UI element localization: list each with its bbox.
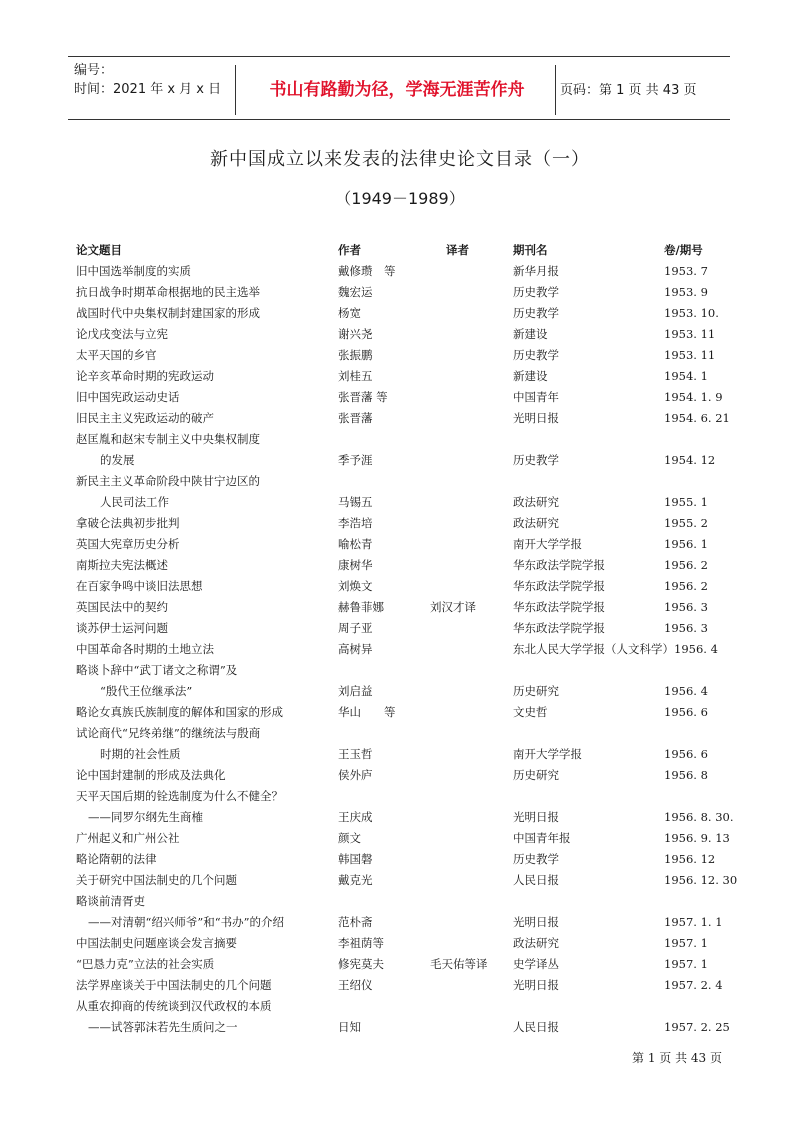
table-row [0, 765, 800, 786]
article-date: 1956. 4 [664, 684, 708, 698]
article-author: 修宪莫夫 [338, 957, 384, 971]
article-author: 侯外庐 [338, 768, 373, 782]
article-translator: 刘汉才译 [430, 600, 476, 614]
article-title: 抗日战争时期革命根据地的民主选举 [76, 285, 260, 299]
article-title: 论戊戌变法与立宪 [76, 327, 168, 341]
article-title: 旧中国宪政运动史话 [76, 390, 180, 404]
table-row [0, 324, 800, 345]
article-journal: 政法研究 [513, 516, 559, 530]
article-title: 中国革命各时期的土地立法 [76, 642, 214, 656]
article-journal: 光明日报 [513, 411, 559, 425]
article-author: 张振鹏 [338, 348, 373, 362]
table-row [0, 513, 800, 534]
article-date: 1955. 2 [664, 516, 708, 530]
article-title: 太平天国的乡官 [76, 348, 157, 362]
table-row [0, 618, 800, 639]
article-author: 张晋藩 [338, 411, 373, 425]
table-row [0, 912, 800, 933]
column-header-author: 作者 [338, 243, 361, 257]
article-journal: 历史研究 [513, 768, 559, 782]
article-title: 时期的社会性质 [100, 747, 181, 761]
column-header-date: 卷/期号 [664, 243, 703, 257]
article-journal: 政法研究 [513, 936, 559, 950]
article-journal: 历史教学 [513, 453, 559, 467]
column-header-translator: 译者 [446, 243, 469, 257]
article-table [0, 240, 800, 1038]
article-journal: 历史教学 [513, 348, 559, 362]
article-journal: 华东政法学院学报 [513, 579, 605, 593]
header-page-label: 页码：第 1 页 共 43 页 [560, 83, 697, 98]
article-title: 战国时代中央集权制封建国家的形成 [76, 306, 260, 320]
article-title: 旧民主主义宪政运动的破产 [76, 411, 214, 425]
article-author: 戴修瓒 等 [338, 264, 396, 278]
article-date: 1954. 1 [664, 369, 708, 383]
article-title: 关于研究中国法制史的几个问题 [76, 873, 237, 887]
document-number-label: 编号： [74, 63, 114, 78]
article-author: 刘桂五 [338, 369, 373, 383]
article-author: 日知 [338, 1020, 361, 1034]
article-date: 1956. 1 [664, 537, 708, 551]
article-date: 1957. 1 [664, 936, 708, 950]
article-date: 1956. 8 [664, 768, 708, 782]
article-author: 王绍仪 [338, 978, 373, 992]
article-title: 从重农抑商的传统谈到汉代政权的本质 [76, 999, 272, 1013]
article-title: 论辛亥革命时期的宪政运动 [76, 369, 214, 383]
article-author: 赫鲁菲娜 [338, 600, 384, 614]
article-date: 1953. 7 [664, 264, 708, 278]
article-date: 1956. 12 [664, 852, 716, 866]
article-author: 华山 等 [338, 705, 396, 719]
article-author: 王庆成 [338, 810, 373, 824]
table-row [0, 471, 800, 492]
article-title: 谈苏伊士运河问题 [76, 621, 168, 635]
article-title: 人民司法工作 [100, 495, 169, 509]
page-header [68, 56, 730, 120]
article-date: 1954. 6. 21 [664, 411, 730, 425]
header-divider [235, 65, 236, 115]
article-title: 拿破仑法典初步批判 [76, 516, 180, 530]
article-author: 李浩培 [338, 516, 373, 530]
table-row [0, 996, 800, 1017]
article-title: 南斯拉夫宪法概述 [76, 558, 168, 572]
article-journal: 历史教学 [513, 852, 559, 866]
table-row [0, 828, 800, 849]
article-date: 1956. 9. 13 [664, 831, 730, 845]
article-author: 张晋藩 等 [338, 390, 388, 404]
article-title: 论中国封建制的形成及法典化 [76, 768, 226, 782]
article-journal: 中国青年 [513, 390, 559, 404]
article-date: 1956. 2 [664, 579, 708, 593]
article-author: 戴克光 [338, 873, 373, 887]
article-journal: 华东政法学院学报 [513, 600, 605, 614]
article-journal: 华东政法学院学报 [513, 621, 605, 635]
table-row [0, 891, 800, 912]
article-author: 刘焕文 [338, 579, 373, 593]
column-header-title: 论文题目 [76, 243, 122, 257]
article-journal: 新华月报 [513, 264, 559, 278]
table-row [0, 408, 800, 429]
article-title: 在百家争鸣中谈旧法思想 [76, 579, 203, 593]
article-title: 略论女真族氏族制度的解体和国家的形成 [76, 705, 283, 719]
table-row [0, 954, 800, 975]
article-title: 略谈前清胥吏 [76, 894, 145, 908]
table-row [0, 282, 800, 303]
article-date: 1956. 8. 30. [664, 810, 734, 824]
article-journal: 政法研究 [513, 495, 559, 509]
article-author: 喻松青 [338, 537, 373, 551]
document-title: 新中国成立以来发表的法律史论文目录（一） [210, 149, 590, 170]
header-motto: 书山有路勤为径，学海无涯苦作舟 [269, 80, 525, 100]
page-footer: 第 1 页 共 43 页 [632, 1051, 722, 1065]
article-author: 魏宏运 [338, 285, 373, 299]
article-date: 1955. 1 [664, 495, 708, 509]
article-author: 李祖荫等 [338, 936, 384, 950]
article-title: 广州起义和广州公社 [76, 831, 180, 845]
article-journal: 历史研究 [513, 684, 559, 698]
article-journal: 光明日报 [513, 978, 559, 992]
article-title: 英国大宪章历史分析 [76, 537, 180, 551]
article-journal: 新建设 [513, 369, 548, 383]
article-title: 试论商代“兄终弟继”的继统法与殷商 [76, 726, 261, 740]
article-author: 范朴斋 [338, 915, 373, 929]
table-row [0, 555, 800, 576]
article-title: ——对清朝“绍兴师爷”和“书办”的介绍 [88, 915, 285, 929]
article-title: 天平天国后期的铨选制度为什么不健全？ [76, 789, 283, 803]
article-date: 1953. 11 [664, 348, 716, 362]
table-row [0, 870, 800, 891]
table-row [0, 702, 800, 723]
article-author: 颜文 [338, 831, 361, 845]
table-row [0, 345, 800, 366]
table-row [0, 534, 800, 555]
table-row [0, 492, 800, 513]
table-row [0, 660, 800, 681]
article-journal: 光明日报 [513, 810, 559, 824]
article-title: 旧中国选举制度的实质 [76, 264, 191, 278]
article-date: 1953. 9 [664, 285, 708, 299]
article-date: 1957. 2. 25 [664, 1020, 730, 1034]
article-date: 1956. 6 [664, 705, 708, 719]
article-title: 的发展 [100, 453, 135, 467]
article-journal: 南开大学学报 [513, 747, 582, 761]
article-journal: 历史教学 [513, 306, 559, 320]
table-header-row [0, 240, 800, 261]
article-title: 略谈卜辞中“武丁诸文之称谓”及 [76, 663, 238, 677]
article-journal: 华东政法学院学报 [513, 558, 605, 572]
article-date: 1956. 3 [664, 600, 708, 614]
article-title: “巴恳力克”立法的社会实质 [76, 957, 215, 971]
table-row [0, 849, 800, 870]
table-row [0, 807, 800, 828]
table-row [0, 681, 800, 702]
table-row [0, 975, 800, 996]
article-date: 1956. 2 [664, 558, 708, 572]
article-author: 高树异 [338, 642, 373, 656]
article-journal: 东北人民大学学报（人文科学）1956. 4 [513, 642, 718, 656]
article-journal: 新建设 [513, 327, 548, 341]
article-journal: 史学译丛 [513, 957, 559, 971]
article-journal: 南开大学学报 [513, 537, 582, 551]
article-date: 1956. 6 [664, 747, 708, 761]
table-row [0, 366, 800, 387]
article-author: 季予涯 [338, 453, 373, 467]
article-author: 韩国磐 [338, 852, 373, 866]
article-author: 刘启益 [338, 684, 373, 698]
table-row [0, 261, 800, 282]
article-date: 1953. 10. [664, 306, 719, 320]
article-title: 新民主主义革命阶段中陕甘宁边区的 [76, 474, 260, 488]
article-date: 1956. 3 [664, 621, 708, 635]
article-title: ——试答郭沫若先生质问之一 [88, 1020, 238, 1034]
article-title: “殷代王位继承法” [100, 684, 193, 698]
article-date: 1954. 1. 9 [664, 390, 723, 404]
column-header-journal: 期刊名 [513, 243, 548, 257]
table-row [0, 387, 800, 408]
article-author: 康树华 [338, 558, 373, 572]
article-journal: 人民日报 [513, 1020, 559, 1034]
article-title: 英国民法中的契约 [76, 600, 168, 614]
article-author: 马锡五 [338, 495, 373, 509]
table-row [0, 723, 800, 744]
document-time-label: 时间：2021 年 x 月 x 日 [74, 82, 222, 97]
article-title: 略论隋朝的法律 [76, 852, 157, 866]
table-row [0, 450, 800, 471]
document-subtitle: （1949－1989） [335, 189, 465, 208]
table-row [0, 786, 800, 807]
article-date: 1957. 1. 1 [664, 915, 723, 929]
article-author: 杨宽 [338, 306, 361, 320]
table-row [0, 744, 800, 765]
article-title: 法学界座谈关于中国法制史的几个问题 [76, 978, 272, 992]
article-date: 1953. 11 [664, 327, 716, 341]
article-date: 1957. 2. 4 [664, 978, 723, 992]
article-journal: 文史哲 [513, 705, 548, 719]
article-author: 周子亚 [338, 621, 373, 635]
article-date: 1954. 12 [664, 453, 716, 467]
article-journal: 历史教学 [513, 285, 559, 299]
table-row [0, 933, 800, 954]
article-author: 王玉哲 [338, 747, 373, 761]
article-journal: 光明日报 [513, 915, 559, 929]
article-author: 谢兴尧 [338, 327, 373, 341]
table-row [0, 303, 800, 324]
article-title: 赵匡胤和赵宋专制主义中央集权制度 [76, 432, 260, 446]
header-divider [555, 65, 556, 115]
header-meta [74, 61, 244, 99]
article-title: ——同罗尔纲先生商榷 [88, 810, 203, 824]
article-translator: 毛天佑等译 [430, 957, 488, 971]
table-row [0, 1017, 800, 1038]
article-journal: 中国青年报 [513, 831, 571, 845]
table-row [0, 429, 800, 450]
article-date: 1956. 12. 30 [664, 873, 738, 887]
article-date: 1957. 1 [664, 957, 708, 971]
table-body [0, 261, 800, 1038]
table-row [0, 576, 800, 597]
article-title: 中国法制史问题座谈会发言摘要 [76, 936, 237, 950]
table-row [0, 639, 800, 660]
article-journal: 人民日报 [513, 873, 559, 887]
table-row [0, 597, 800, 618]
